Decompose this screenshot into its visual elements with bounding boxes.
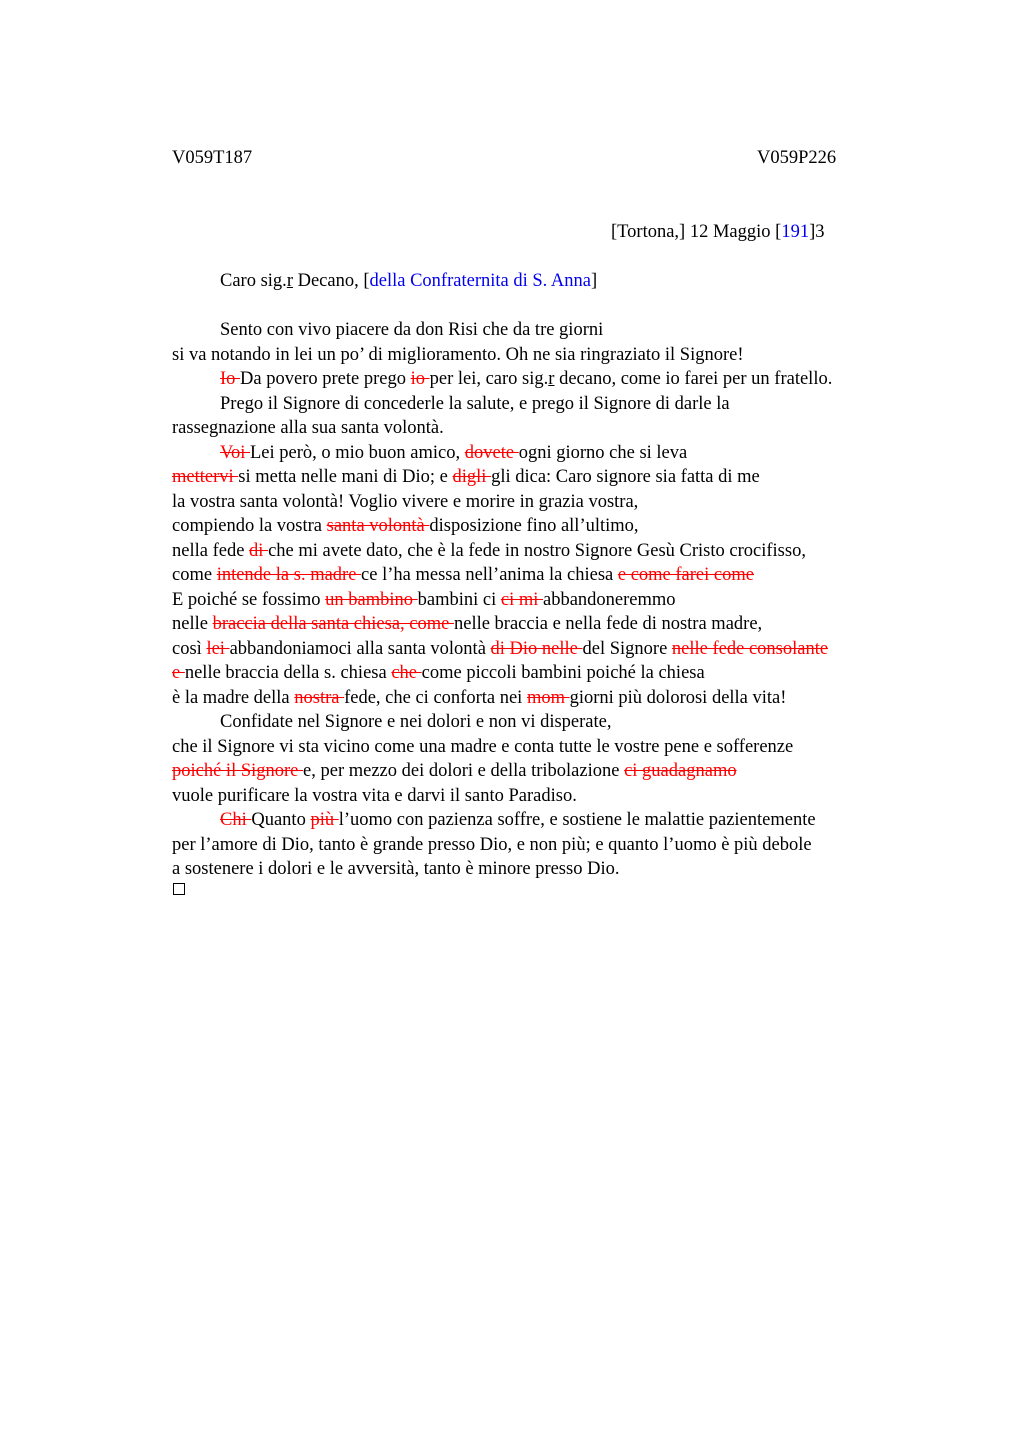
- deleted-text: un bambino: [325, 589, 418, 610]
- text-span: per lei, caro sig.: [429, 369, 549, 389]
- text-line: [172, 367, 932, 392]
- deleted-text: digli: [452, 467, 492, 487]
- text-line: [172, 465, 932, 490]
- text-span: è la madre della: [172, 687, 295, 708]
- salutation: [220, 269, 597, 293]
- text-span: Da povero prete prego: [240, 369, 411, 389]
- text-line: [172, 710, 932, 735]
- document-code-right: V059P226: [757, 148, 837, 168]
- deleted-text: e come farei come: [617, 565, 754, 585]
- text-line: [172, 490, 932, 515]
- text-span: E poiché se fossimo: [172, 589, 326, 610]
- text-span: compiendo la vostra: [172, 516, 327, 536]
- deleted-text: intende la s. madre: [216, 565, 362, 585]
- deleted-text: santa volontà: [326, 516, 430, 536]
- deleted-text: ci guadagnamo: [624, 761, 737, 781]
- text-span: e, per mezzo dei dolori e della tribolazione: [303, 761, 625, 781]
- salutation-editorial-note: della Confraternita di S. Anna: [369, 271, 591, 291]
- text-span: che mi avete dato, che è la fede in nostro Signore Gesù Cristo crocifisso,: [268, 540, 806, 561]
- text-span: abbandoneremmo: [543, 589, 676, 610]
- text-line: [172, 612, 932, 637]
- text-line: [172, 686, 932, 711]
- deleted-text: braccia della santa chiesa, come: [212, 614, 454, 634]
- abbr-superscript: r: [548, 369, 555, 389]
- text-span: Confidate nel Signore e nei dolori e non vi disperate,: [220, 712, 612, 732]
- text-span: gli dica: Caro signore sia fatta di me: [491, 467, 760, 487]
- deleted-text: dovete: [464, 442, 519, 463]
- date-text-end: ]3: [809, 222, 825, 242]
- date-editorial-year: 191: [781, 222, 810, 242]
- text-span: Sento con vivo piacere da don Risi che da tre giorni: [220, 320, 604, 340]
- text-span: bambini ci: [417, 589, 501, 610]
- text-span: rassegnazione alla sua santa volontà.: [172, 418, 444, 438]
- text-span: che il Signore vi sta vicino come una madre e conta tutte le vostre pene e sofferenze: [172, 736, 794, 757]
- text-span: come: [172, 565, 217, 585]
- text-span: nelle braccia della s. chiesa: [184, 663, 392, 683]
- text-line: [172, 514, 932, 539]
- text-line: [172, 759, 932, 784]
- text-span: abbandoniamoci alla santa volontà: [229, 638, 491, 659]
- text-line: [172, 637, 932, 662]
- deleted-text: io: [410, 369, 430, 389]
- document-code-left: V059T187: [172, 148, 253, 168]
- text-line: [172, 833, 932, 858]
- text-span: la vostra santa volontà! Voglio vivere e morire in grazia vostra,: [172, 491, 639, 512]
- text-line: [172, 735, 932, 760]
- text-line: [172, 441, 932, 466]
- date-text: [Tortona,] 12 Maggio [: [611, 222, 782, 242]
- deleted-text: Chi: [220, 810, 252, 830]
- text-span: come piccoli bambini poiché la chiesa: [421, 663, 705, 683]
- text-span: Lei però, o mio buon amico,: [250, 442, 465, 463]
- salutation-abbr: r: [286, 271, 293, 291]
- deleted-text: che: [391, 663, 422, 683]
- deleted-text: di: [249, 540, 269, 561]
- text-line: [172, 539, 932, 564]
- text-line: [172, 661, 932, 686]
- text-span: si va notando in lei un po’ di miglioramento. Oh ne sia ringraziato il Signore!: [172, 344, 744, 365]
- text-span: fede, che ci conforta nei: [344, 687, 527, 708]
- deleted-text: poiché il Signore: [172, 761, 304, 781]
- text-span: nelle: [172, 614, 213, 634]
- deleted-text: ci mi: [500, 589, 543, 610]
- deleted-text: Io: [220, 369, 241, 389]
- text-span: Quanto: [251, 810, 311, 830]
- text-span: l’uomo con pazienza soffre, e sostiene le malattie pazientemente: [338, 810, 816, 830]
- deleted-text: Voi: [220, 442, 250, 463]
- text-line: [172, 392, 932, 417]
- text-span: Prego il Signore di concederle la salute, e prego il Signore di darle la: [220, 393, 730, 414]
- deleted-text: mettervi: [172, 467, 239, 487]
- text-line: [172, 563, 932, 588]
- text-line: [172, 784, 932, 809]
- text-line: [172, 808, 932, 833]
- text-span: ce l’ha messa nell’anima la chiesa: [361, 565, 618, 585]
- text-span: ogni giorno che si leva: [518, 442, 688, 463]
- deleted-text: mom: [526, 687, 570, 708]
- text-line: [172, 416, 932, 441]
- text-span: nelle braccia e nella fede di nostra madre,: [453, 614, 763, 634]
- deleted-text: e: [172, 663, 185, 683]
- text-span: giorni più dolorosi della vita!: [569, 687, 787, 708]
- text-line: [172, 857, 932, 882]
- text-span: per l’amore di Dio, tanto è grande presso Dio, e non più; e quanto l’uomo è più debole: [172, 834, 812, 855]
- salutation-text-mid: Decano, [: [292, 271, 370, 291]
- text-span: si metta nelle mani di Dio; e: [238, 467, 453, 487]
- deleted-text: di Dio nelle: [490, 638, 583, 659]
- text-span: disposizione fino all’ultimo,: [429, 516, 639, 536]
- text-span: così: [172, 638, 207, 659]
- deleted-text: nostra: [294, 687, 345, 708]
- text-line: [172, 343, 932, 368]
- salutation-text: Caro sig.: [220, 271, 287, 291]
- deleted-text: più: [310, 810, 339, 830]
- deleted-text: nelle fede consolante: [671, 638, 829, 659]
- text-span: decano, come io farei per un fratello.: [554, 369, 833, 389]
- deleted-text: lei: [206, 638, 230, 659]
- text-line: [172, 588, 932, 613]
- salutation-text-end: ]: [590, 271, 598, 291]
- text-span: nella fede: [172, 540, 250, 561]
- text-span: del Signore: [582, 638, 672, 659]
- letter-body: [172, 318, 932, 882]
- date-line: [611, 220, 824, 244]
- text-line: [172, 318, 932, 343]
- text-span: a sostenere i dolori e le avversità, tanto è minore presso Dio.: [172, 859, 620, 879]
- text-span: vuole purificare la vostra vita e darvi il santo Paradiso.: [172, 785, 577, 806]
- end-of-document-box-icon: [173, 883, 185, 895]
